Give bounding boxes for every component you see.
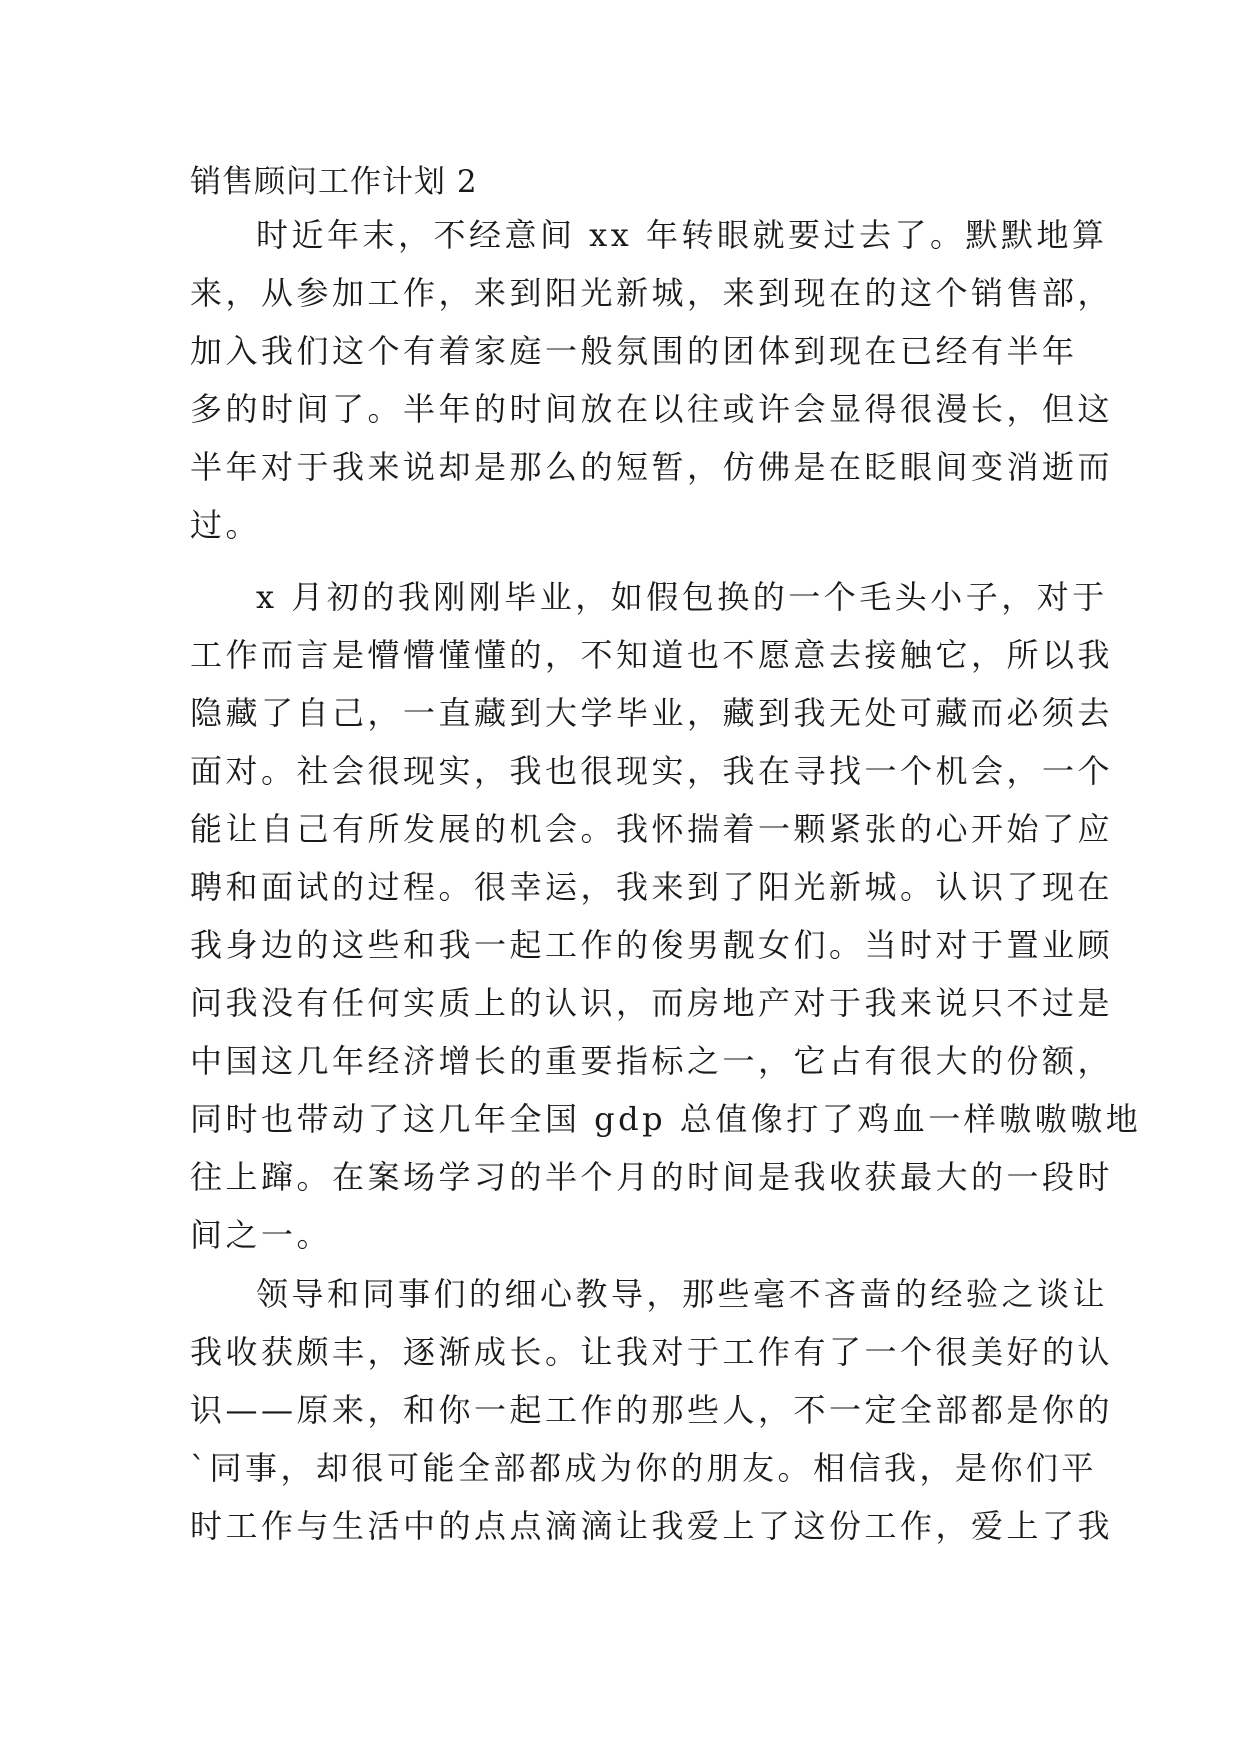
- paragraph-line: 问我没有任何实质上的认识，而房地产对于我来说只不过是: [190, 984, 1114, 1022]
- paragraph-line: 间之一。: [190, 1216, 333, 1254]
- paragraph-line: 时近年末，不经意间 xx 年转眼就要过去了。默默地算: [256, 216, 1108, 254]
- paragraph-line: 隐藏了自己，一直藏到大学毕业，藏到我无处可藏而必须去: [190, 694, 1114, 732]
- paragraph-line: 加入我们这个有着家庭一般氛围的团体到现在已经有半年: [190, 332, 1078, 370]
- paragraph-line: 我收获颇丰，逐渐成长。让我对于工作有了一个很美好的认: [190, 1333, 1114, 1371]
- paragraph-1: [190, 206, 1113, 554]
- paragraph-line: 多的时间了。半年的时间放在以往或许会显得很漫长，但这: [190, 390, 1114, 428]
- paragraph-line: 识——原来，和你一起工作的那些人，不一定全部都是你的: [190, 1391, 1114, 1429]
- paragraph-line: 领导和同事们的细心教导，那些毫不吝啬的经验之谈让: [256, 1275, 1109, 1313]
- paragraph-line: x 月初的我刚刚毕业，如假包换的一个毛头小子，对于: [256, 578, 1108, 616]
- paragraph-line: 同时也带动了这几年全国 gdp 总值像打了鸡血一样嗷嗷嗷地: [190, 1100, 1142, 1138]
- paragraph-line: 半年对于我来说却是那么的短暂，仿佛是在眨眼间变消逝而: [190, 448, 1114, 486]
- paragraph-3: [190, 1265, 1113, 1555]
- document-title: 销售顾问工作计划 2: [190, 164, 478, 200]
- paragraph-line: 我身边的这些和我一起工作的俊男靓女们。当时对于置业顾: [190, 926, 1114, 964]
- paragraph-line: 时工作与生活中的点点滴滴让我爱上了这份工作，爱上了我: [190, 1507, 1114, 1545]
- paragraph-line: 来，从参加工作，来到阳光新城，来到现在的这个销售部，: [190, 274, 1114, 312]
- paragraph-line: 聘和面试的过程。很幸运，我来到了阳光新城。认识了现在: [190, 868, 1114, 906]
- paragraph-line: `同事，却很可能全部都成为你的朋友。相信我，是你们平: [190, 1449, 1098, 1487]
- paragraph-line: 工作而言是懵懵懂懂的，不知道也不愿意去接触它，所以我: [190, 636, 1114, 674]
- paragraph-2: [190, 568, 1141, 1264]
- paragraph-line: 面对。社会很现实，我也很现实，我在寻找一个机会，一个: [190, 752, 1114, 790]
- paragraph-line: 过。: [190, 506, 262, 544]
- paragraph-line: 中国这几年经济增长的重要指标之一，它占有很大的份额，: [190, 1042, 1114, 1080]
- paragraph-line: 往上蹿。在案场学习的半个月的时间是我收获最大的一段时: [190, 1158, 1114, 1196]
- paragraph-line: 能让自己有所发展的机会。我怀揣着一颗紧张的心开始了应: [190, 810, 1114, 848]
